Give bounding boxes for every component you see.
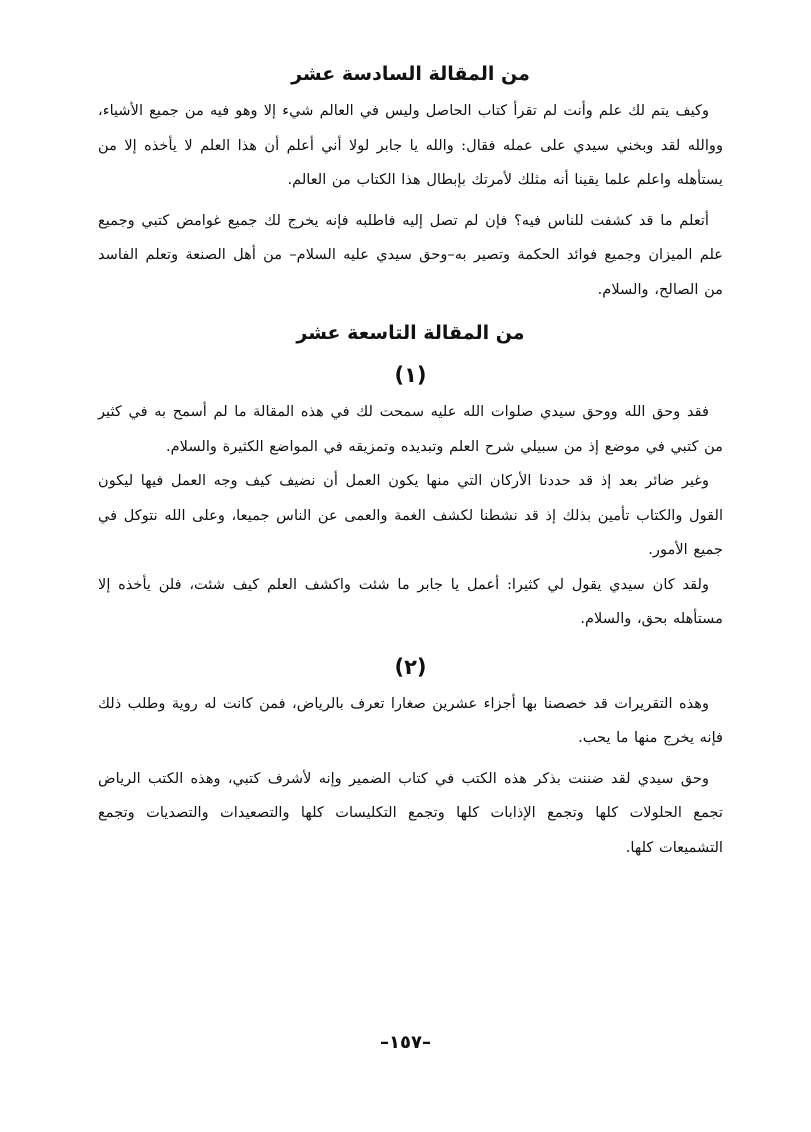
section-title-19: من المقالة التاسعة عشر xyxy=(296,322,525,344)
section-title-16: من المقالة السادسة عشر xyxy=(291,63,530,85)
paragraph: وكيف يتم لك علم وأنت لم تقرأ كتاب الحاصل وليس في العالم شيء إلا وهو فيه من جميع الأشياء، ووالله لقد وبخني سيدي على عمله فقال: والله يا جابر لولا أني أعلم أن هذا العلم لا يأخذه إلا من يستأهله واعلم علما يقينا أنه مثلك لأمرتك بإبطال هذا الكتاب من العالم. xyxy=(98,102,723,188)
paragraph: وحق سيدي لقد ضننت بذكر هذه الكتب في كتاب الضمير وإنه لأشرف كتبي، وهذه الكتب الرياض تجمع الحلولات كلها وتجمع الإذابات كلها وتجمع التكليسات كلها والتصعيدات والتصديات وتجمع التشميعات كلها. xyxy=(98,769,723,856)
subsection-number-2: (٢) xyxy=(394,654,427,679)
paragraph: وهذه التقريرات قد خصصنا بها أجزاء عشرين صغارا تعرف بالرياض، فمن كانت له روية وطلب ذلك فإنه يخرج منها ما يحب. xyxy=(98,694,723,746)
paragraph: أتعلم ما قد كشفت للناس فيه؟ فإن لم تصل إليه فاطلبه فإنه يخرج لك جميع غوامض كتبي وجميع علم الميزان وجميع فوائد الحكمة وتصير به–وحق سيدي عليه السلام– من أهل الصنعة وتعلم الفاسد من الصالح، والسلام. xyxy=(98,211,723,298)
paragraph: ولقد كان سيدي يقول لي كثيرا: أعمل يا جابر ما شئت واكشف العلم كيف شئت، فلن يأخذه إلا مستأهله بحق، والسلام. xyxy=(98,575,723,627)
paragraph: فقد وحق الله ووحق سيدي صلوات الله عليه سمحت لك في هذه المقالة ما لم أسمح به في كثير من كتبي في موضع إذ من سبيلي شرح العلم وتبديده وتمزيقه في المواضع الكثيرة والسلام. xyxy=(98,403,723,455)
paragraph: وغير ضائر بعد إذ قد حددنا الأركان التي منها يكون العمل أن نضيف كيف وجه العمل فيها ليكون القول والكتاب تأمين بذلك إذ قد نشطنا لكشف الغمة والعمى عن الناس جميعا، وعلى الله نتوكل في جميع الأمور. xyxy=(98,472,723,558)
page-number: –١٥٧– xyxy=(380,1032,431,1053)
subsection-number-1: (١) xyxy=(394,363,427,387)
page-body xyxy=(98,54,723,865)
